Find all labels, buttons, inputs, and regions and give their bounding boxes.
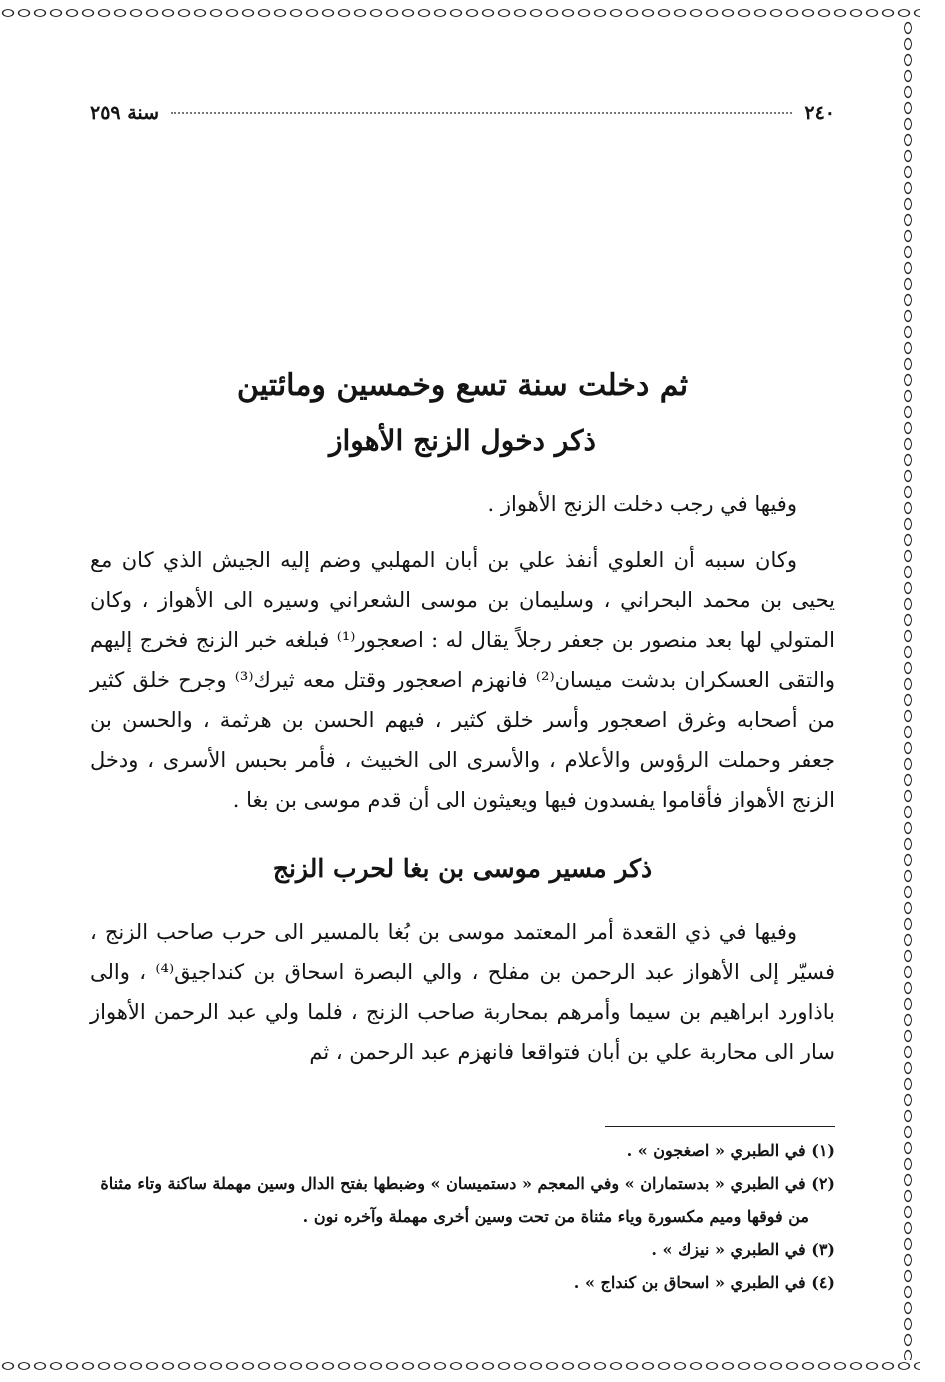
book-page [90, 90, 835, 1340]
header-dotted-leader [171, 112, 792, 114]
chapter-title: ثم دخلت سنة تسع وخمسين ومائتين [236, 368, 689, 403]
footnotes-list [76, 1138, 835, 1303]
page-number: ٢٤٠ [804, 102, 835, 124]
footnote-4: (٤) في الطبري « اسحاق بن كنداج » . [573, 1273, 835, 1292]
chapter-subtitle: ذكر دخول الزنج الأهواز [329, 424, 596, 457]
footnote-1: (١) في الطبري « اصغجون » . [626, 1141, 835, 1160]
running-header [90, 98, 835, 128]
footnote-separator [605, 1126, 835, 1127]
paragraph-1: وفيها في رجب دخلت الزنج الأهواز . [487, 492, 797, 516]
decorative-border-bottom [0, 1355, 920, 1377]
decorative-border-right [898, 20, 918, 1360]
running-title: سنة ٢٥٩ [90, 102, 160, 124]
footnote-3: (٣) في الطبري « نيزك » . [651, 1240, 835, 1259]
paragraph-2: وكان سببه أن العلوي أنفذ علي بن أبان المهلبي وضم إليه الجيش الذي كان مع يحيى بن محمد البحراني ، وسليمان بن موسى الشعراني وسيره الى الأهواز ، وكان المتولي لها بعد منصور بن جعفر رجلاً يقال له : اصعجور⁽¹⁾ فبلغه خبر الزنج فخرج إليهم والتقى العسكران بدشت ميسان⁽²⁾ فانهزم اصعجور وقتل معه ثيرك⁽³⁾ وجرح خلق كثير من أصحابه وغرق اصعجور وأسر خلق كثير ، فيهم الحسن بن هرثمة ، والحسن بن جعفر وحملت الرؤوس والأعلام ، والأسرى الى الخبيث ، فأمر بحبس الأسرى ، ودخل الزنج الأهواز فأقاموا يفسدون فيها ويعيثون الى أن قدم موسى بن بغا . [90, 548, 835, 812]
footnote-2: (٢) في الطبري « بدستماران » وفي المعجم « دستميسان » وضبطها بفتح الدال وسين مهملة ساكنة وتاء مثناة [100, 1174, 835, 1193]
section-paragraph: وفيها في ذي القعدة أمر المعتمد موسى بن بُغا بالمسير الى حرب صاحب الزنج ، فسيّر إلى الأهواز عبد الرحمن بن مفلح ، والي البصرة اسحاق بن كنداجيق⁽⁴⁾ ، والى باذاورد ابراهيم بن سيما وأمرهم بمحاربة صاحب الزنج ، فلما ولي عبد الرحمن الأهواز سار الى محاربة علي بن أبان فتواقعا فانهزم عبد الرحمن ، ثم [90, 920, 835, 1064]
section-heading: ذكر مسير موسى بن بغا لحرب الزنج [272, 854, 653, 883]
decorative-border-top [0, 2, 920, 24]
footnote-2-continued: من فوقها وميم مكسورة وياء مثناة من تحت وسين أخرى مهملة وآخره نون . [302, 1207, 809, 1226]
